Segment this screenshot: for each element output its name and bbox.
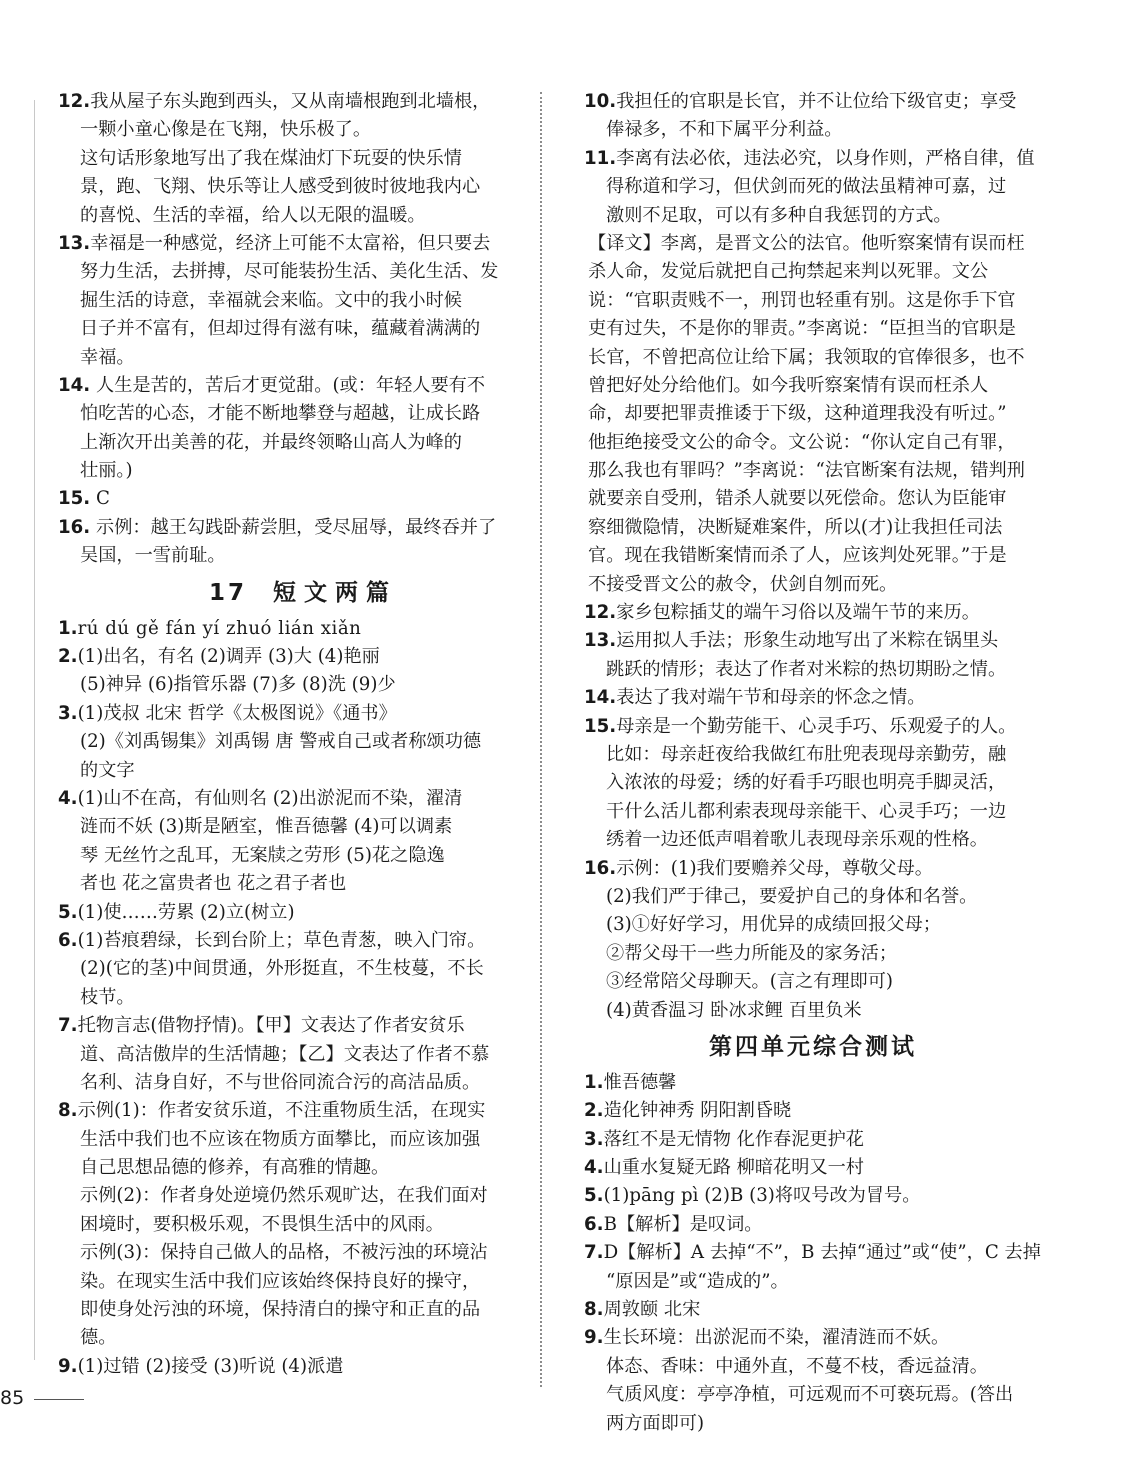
text-line [58,1324,518,1352]
text-line [584,855,1042,883]
line-text: 说：“官职责贱不一，刑罚也轻重有别。这是你手下官 [588,289,1016,311]
text-line [584,627,1042,655]
line-text: 表达了我对端午节和母亲的怀念之情。 [616,687,926,709]
line-text: 枝节。 [80,986,135,1008]
section-title: 短文两篇 [273,579,397,606]
item-number: 4. [584,1157,604,1179]
item-number: 12. [58,91,91,112]
text-line [58,785,518,813]
line-text: 即使身处污浊的环境，保持清白的操守和正直的品 [80,1299,481,1321]
item-number: 9. [584,1327,604,1349]
item-number: 1. [58,617,78,639]
text-line [58,1154,518,1182]
line-text: 的喜悦、生活的幸福，给人以无限的温暖。 [80,204,426,226]
item-number: 1. [584,1071,604,1093]
line-text: 那么我也有罪吗？”李离说：“法官断案有法规，错判刑 [588,460,1025,482]
text-line [58,372,518,400]
section-heading [584,1025,1042,1069]
line-text: 生活中我们也不应该在物质方面攀比，而应该加强 [80,1128,481,1150]
text-line [584,997,1042,1025]
item-number: 3. [584,1128,604,1150]
line-text: (2)《刘禹锡集》刘禹锡 唐 警戒自己或者称颂功德 [80,731,482,753]
line-text: 干什么活儿都利索表现母亲能干、心灵手巧；一边 [606,800,1007,822]
line-text: (2)我们严于律己，要爱护自己的身体和名誉。 [606,885,978,907]
line-text: (4)黄香温习 卧冰求鲤 百里负米 [606,999,862,1021]
item-number: 8. [58,1100,78,1122]
item-number: 14. [58,374,91,396]
left-column [58,88,518,1381]
text-line [584,400,1042,428]
item-number: 13. [58,232,91,254]
text-line [584,1154,1042,1182]
text-line [584,372,1042,400]
section-number: 17 [208,579,247,606]
text-line [584,457,1042,485]
line-text: 示例(2)：作者身处逆境仍然乐观旷达，在我们面对 [80,1185,488,1207]
line-text: 我担任的官职是长官，并不让位给下级官吏；享受 [616,91,1017,112]
text-line [58,700,518,728]
line-text: (1)茂叔 北宋 哲学《太极图说》《通书》 [77,702,397,724]
text-line [58,429,518,457]
text-line [58,287,518,315]
text-line [58,1353,518,1381]
line-text: 的文字 [80,759,135,781]
line-text: 名利、洁身自好，不与世俗同流合污的高洁品质。 [80,1071,481,1093]
line-text: 命，却要把罪责推诿于下级，这种道理我没有听过。” [588,403,1007,425]
text-line [58,202,518,230]
line-text: (1)pāng pì (2)B (3)将叹号改为冒号。 [603,1185,921,1207]
item-number: 13. [584,630,617,652]
line-text: ②帮父母干一些力所能及的家务活； [606,942,898,964]
line-text: 我从屋子东头跑到西头，又从南墙根跑到北墙根， [90,91,491,112]
text-line [58,870,518,898]
text-line [584,1211,1042,1239]
line-text: (2)(它的茎)中间贯通，外形挺直，不生枝蔓，不长 [80,958,484,980]
item-number: 2. [584,1100,604,1122]
line-text: (1)使……劳累 (2)立(树立) [77,901,295,923]
text-line [584,968,1042,996]
item-number: 11. [584,147,617,169]
text-line [58,1182,518,1210]
text-line [58,1069,518,1097]
text-line [584,202,1042,230]
page-number-rule [34,1399,84,1400]
line-text: 景，跑、飞翔、快乐等让人感受到彼时彼地我内心 [80,176,481,198]
text-line [584,542,1042,570]
line-text: 气质风度：亭亭净植，可远观而不可亵玩焉。(答出 [606,1384,1014,1406]
line-text: 两方面即可) [606,1412,705,1434]
text-line [58,230,518,258]
text-line [584,1296,1042,1324]
line-text: (1)出名，有名 (2)调弄 (3)大 (4)艳丽 [77,646,380,668]
item-number: 6. [584,1213,604,1235]
line-text: 示例(1)：作者安贫乐道，不注重物质生活，在现实 [77,1100,486,1122]
item-number: 3. [58,702,78,724]
text-line [584,1126,1042,1154]
text-line [584,1182,1042,1210]
text-line [584,1097,1042,1125]
item-number: 7. [584,1242,604,1264]
line-text: 吏有过失，不是你的罪责。”李离说：“臣担当的官职是 [588,318,1016,340]
text-line [584,258,1042,286]
text-line [58,1296,518,1324]
page-number: 85 [0,1387,25,1409]
line-text: ③经常陪父母聊天。(言之有理即可) [606,971,894,993]
line-text: 怕吃苦的心态，才能不断地攀登与超越，让成长路 [80,403,481,425]
text-line [58,615,518,643]
item-number: 5. [584,1185,604,1207]
text-line [584,1268,1042,1296]
line-text: 不接受晋文公的赦令，伏剑自刎而死。 [588,573,898,595]
line-text: 涟而不妖 (3)斯是陋室，惟吾德馨 (4)可以调素 [80,816,453,838]
line-text: 人生是苦的，苦后才更觉甜。(或：年轻人要有不 [90,374,486,396]
line-text: 杀人命，发觉后就把自己拘禁起来判以死罪。文公 [588,261,989,283]
line-text: (3)①好好学习，用优异的成绩回报父母； [606,914,941,936]
section-heading [58,571,518,615]
line-text: (1)过错 (2)接受 (3)听说 (4)派遣 [77,1355,344,1377]
text-line [58,400,518,428]
line-text: 入浓浓的母爱；绣的好看手巧眼也明亮手脚灵活， [606,772,1007,794]
line-text: 示例：越王勾践卧薪尝胆，受尽屈辱，最终吞并了 [90,516,497,538]
line-text: (1)山不在高，有仙则名 (2)出淤泥而不染，濯清 [77,787,463,809]
text-line [584,571,1042,599]
text-line [58,899,518,927]
line-text: 俸禄多，不和下属平分利益。 [606,119,843,141]
text-line [58,927,518,955]
line-text: D【解析】A 去掉“不”，B 去掉“通过”或“使”，C 去掉 [603,1242,1041,1264]
text-line [584,769,1042,797]
line-text: 山重水复疑无路 柳暗花明又一村 [603,1157,864,1179]
item-number: 10. [584,91,617,112]
line-text: 道、高洁傲岸的生活情趣；【乙】文表达了作者不慕 [80,1043,490,1065]
text-line [58,542,518,570]
text-line [584,429,1042,457]
text-line [584,684,1042,712]
text-line [58,485,518,513]
line-text: 比如：母亲赶夜给我做红布肚兜表现母亲勤劳，融 [606,743,1007,765]
line-text: 努力生活，去拼搏，尽可能装扮生活、美化生活、发 [80,261,499,283]
item-number: 6. [58,929,78,951]
line-text: 周敦颐 北宋 [603,1299,701,1321]
text-line [584,940,1042,968]
line-text: 跳跃的情形；表达了作者对米粽的热切期盼之情。 [606,658,1007,680]
text-line [584,826,1042,854]
text-line [58,728,518,756]
text-line [58,1268,518,1296]
line-text: 家乡包粽插艾的端午习俗以及端午节的来历。 [616,602,980,624]
line-text: 掘生活的诗意，幸福就会来临。文中的我小时候 [80,289,462,311]
text-line [58,984,518,1012]
text-line [584,344,1042,372]
line-text: 落红不是无情物 化作春泥更护花 [603,1128,864,1150]
line-text: 运用拟人手法；形象生动地写出了米粽在锅里头 [616,630,999,652]
line-text: 幸福是一种感觉，经济上可能不太富裕，但只要去 [90,232,491,254]
line-text: (1)苔痕碧绿，长到台阶上；草色青葱，映入门帘。 [77,929,486,951]
text-line [58,643,518,671]
line-text: 吴国，一雪前耻。 [80,545,226,567]
text-line [584,713,1042,741]
line-text: 示例：(1)我们要赡养父母，尊敬父母。 [616,857,933,879]
line-text: 【译文】李离，是晋文公的法官。他听察案情有误而枉 [588,232,1025,254]
text-line [58,344,518,372]
item-number: 15. [58,488,91,510]
text-line [58,842,518,870]
section-title: 第四单元综合测试 [709,1033,917,1060]
text-line [584,88,1042,116]
text-line [584,1239,1042,1267]
line-text: 生长环境：出淤泥而不染，濯清涟而不妖。 [603,1327,950,1349]
line-text: 示例(3)：保持自己做人的品格，不被污浊的环境沾 [80,1242,488,1264]
line-text: 染。在现实生活中我们应该始终保持良好的操守， [80,1270,481,1292]
text-line [58,315,518,343]
line-text: 得称道和学习，但伏剑而死的做法虽精神可嘉，过 [606,176,1007,198]
line-text: 官。现在我错断案情而杀了人，应该判处死罪。”于是 [588,545,1007,567]
text-line [584,315,1042,343]
line-text: 日子并不富有，但却过得有滋有味，蕴藏着满满的 [80,318,481,340]
line-text: C [90,488,110,510]
line-text: 上渐次开出美善的花，并最终领略山高人为峰的 [80,431,462,453]
item-number: 7. [58,1015,78,1037]
line-text: 惟吾德馨 [603,1071,677,1093]
text-line [584,1410,1042,1438]
item-number: 16. [58,516,91,538]
line-text: 他拒绝接受文公的命令。文公说：“你认定自己有罪， [588,431,1016,453]
text-line [584,145,1042,173]
text-line [584,798,1042,826]
text-line [58,1041,518,1069]
line-text: 曾把好处分给他们。如今我听察案情有误而枉杀人 [588,374,989,396]
text-line [58,173,518,201]
line-text: 体态、香味：中通外直，不蔓不枝，香远益清。 [606,1355,988,1377]
column-divider [540,92,542,1387]
line-text: 托物言志(借物抒情)。【甲】文表达了作者安贫乐 [77,1015,465,1037]
text-line [58,116,518,144]
text-line [584,599,1042,627]
text-line [584,1381,1042,1409]
line-text: 李离有法必依，违法必究，以身作则，严格自律，值 [616,147,1035,169]
right-column [584,88,1042,1438]
text-line [584,911,1042,939]
text-line [584,741,1042,769]
line-text: “原因是”或“造成的”。 [606,1270,789,1292]
text-line [58,145,518,173]
text-line [58,1097,518,1125]
text-line [584,1069,1042,1097]
item-number: 2. [58,646,78,668]
text-line [584,230,1042,258]
line-text: 察细微隐情，决断疑难案件，所以(才)让我担任司法 [588,516,1003,538]
item-number: 9. [58,1355,78,1377]
text-line [58,1012,518,1040]
text-line [584,656,1042,684]
item-number: 8. [584,1299,604,1321]
line-text: 母亲是一个勤劳能干、心灵手巧、乐观爱子的人。 [616,715,1017,737]
line-text: 激则不足取，可以有多种自我惩罚的方式。 [606,204,952,226]
item-number: 12. [584,602,617,624]
text-line [58,813,518,841]
line-text: 德。 [80,1327,117,1349]
text-line [584,485,1042,513]
text-line [584,514,1042,542]
text-line [58,514,518,542]
line-text: 这句话形象地写出了我在煤油灯下玩耍的快乐情 [80,147,462,169]
text-line [584,1324,1042,1352]
line-text: B【解析】是叹词。 [603,1213,763,1235]
page-edge-line [34,100,35,1360]
text-line [58,457,518,485]
line-text: 者也 花之富贵者也 花之君子者也 [80,873,347,895]
text-line [58,258,518,286]
line-text: rú dú gě fán yí zhuó lián xiǎn [77,617,362,639]
line-text: 长官，不曾把高位让给下属；我领取的官俸很多，也不 [588,346,1025,368]
text-line [58,1211,518,1239]
item-number: 5. [58,901,78,923]
text-line [584,1353,1042,1381]
line-text: 自己思想品德的修养，有高雅的情趣。 [80,1157,390,1179]
line-text: (5)神异 (6)指管乐器 (7)多 (8)洗 (9)少 [80,674,396,696]
text-line [584,116,1042,144]
item-number: 16. [584,857,617,879]
item-number: 15. [584,715,617,737]
line-text: 绣着一边还低声唱着歌儿表现母亲乐观的性格。 [606,829,988,851]
item-number: 4. [58,787,78,809]
text-line [584,883,1042,911]
line-text: 幸福。 [80,346,135,368]
line-text: 困境时，要积极乐观，不畏惧生活中的风雨。 [80,1213,444,1235]
line-text: 造化钟神秀 阴阳割昏晓 [603,1100,792,1122]
text-line [58,671,518,699]
line-text: 琴 无丝竹之乱耳，无案牍之劳形 (5)花之隐逸 [80,844,445,866]
text-line [584,287,1042,315]
line-text: 就要亲自受刑，错杀人就要以死偿命。您认为臣能审 [588,488,1007,510]
text-line [584,173,1042,201]
text-line [58,88,518,116]
text-line [58,1239,518,1267]
text-line [58,1126,518,1154]
item-number: 14. [584,687,617,709]
text-line [58,757,518,785]
line-text: 一颗小童心像是在飞翔，快乐极了。 [80,119,372,141]
line-text: 壮丽。) [80,460,133,482]
text-line [58,955,518,983]
